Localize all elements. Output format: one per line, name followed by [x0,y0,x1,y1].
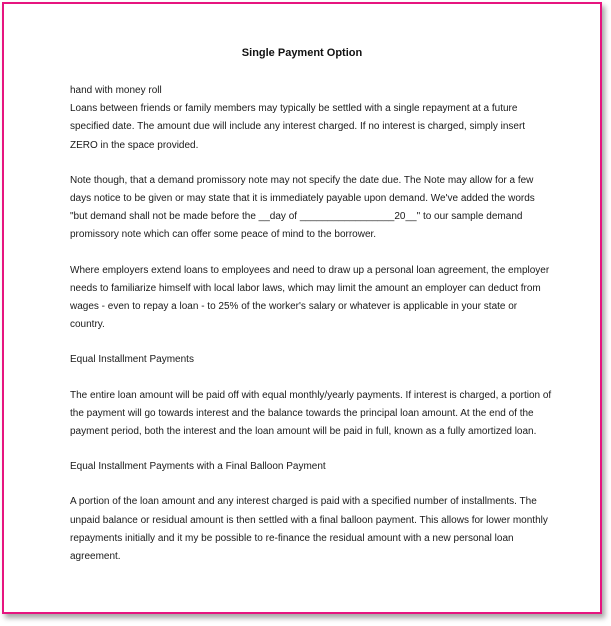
paragraph-spacer [70,441,552,458]
document-frame [2,2,602,614]
paragraph-single-repayment: Loans between friends or family members may typically be settled with a single repayment at a future specified date. The amount due will include any interest charged. If no interest is charged, simply insert ZERO in the space provided. [70,103,526,151]
paragraph-equal-installments: The entire loan amount will be paid off with equal monthly/yearly payments. If interest is charged, a portion of the payment will go towards interest and the balance towards the principal loan amount. At the end of the payment period, both the interest and the loan amount will be paid in full, known as a fully amortized loan. [70,389,552,438]
paragraph-spacer [70,334,552,351]
section-heading-equal-installments: Equal Installment Payments [70,354,194,366]
image-caption: hand with money roll [70,85,162,96]
paragraph-spacer [70,245,552,262]
document-body [70,82,552,566]
paragraph-employer-loans: Where employers extend loans to employees and need to draw up a personal loan agreement, the employer needs to familiarize himself with local labor laws, which may limit the amount an employer can deduct from wages - even to repay a loan - to 25% of the worker's salary or whatever is applicable in your state or country. [70,264,550,331]
paragraph-demand-note: Note though, that a demand promissory note may not specify the date due. The Note may allow for a few days notice to be given or may state that it is immediately payable upon demand. We've added the words "but demand shall not be made before the __day of _________________20__" to our sample demand promissory note which can offer some peace of mind to the borrower. [70,174,535,241]
paragraph-spacer [70,155,552,172]
document-title: Single Payment Option [241,47,363,59]
paragraph-spacer [70,476,552,493]
section-heading-balloon-payment: Equal Installment Payments with a Final Balloon Payment [70,461,326,473]
paragraph-spacer [70,370,552,387]
paragraph-balloon-payment: A portion of the loan amount and any interest charged is paid with a specified number of installments. The unpaid balance or residual amount is then settled with a final balloon payment. This allows for lower monthly repayments initially and it my be possible to re-finance the residual amount with a new personal loan agreement. [70,496,548,563]
